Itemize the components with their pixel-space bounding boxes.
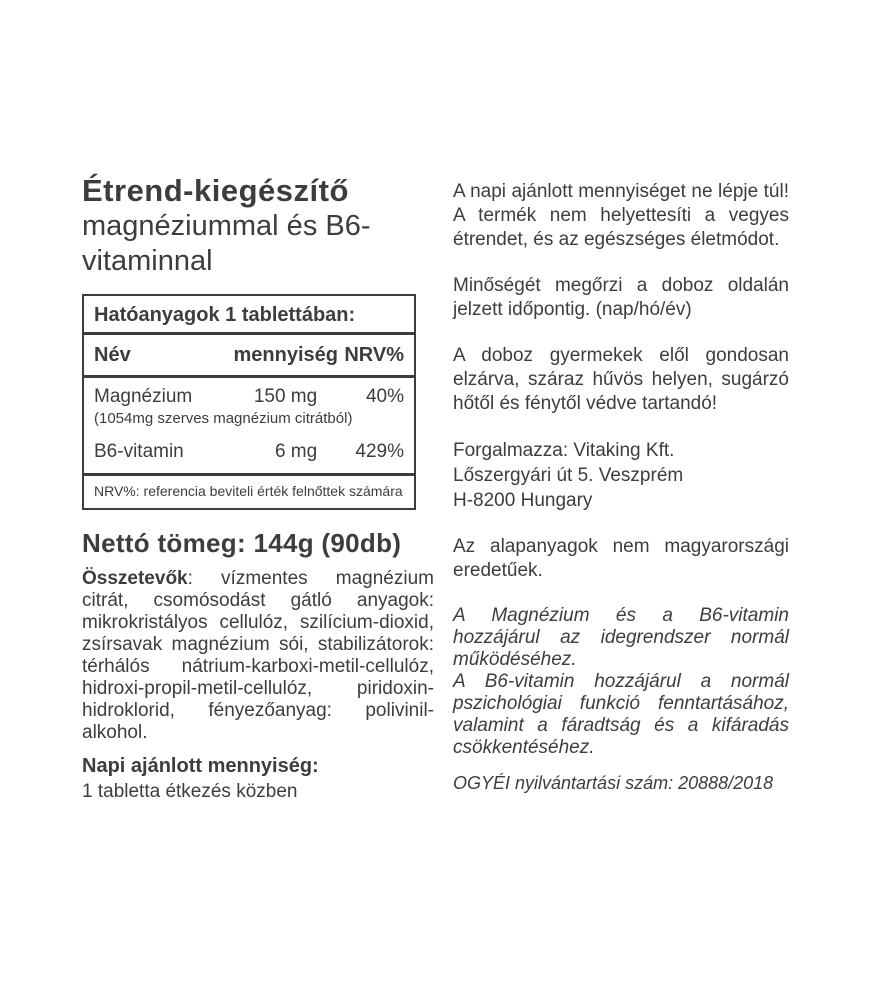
ingredient-name: B6-vitamin bbox=[94, 441, 184, 462]
daily-dose-heading: Napi ajánlott mennyiség: bbox=[82, 755, 319, 777]
table-row-magnesium bbox=[84, 378, 414, 408]
column-header-name: Név bbox=[94, 344, 131, 366]
distributor-line: Forgalmazza: Vitaking Kft. bbox=[453, 440, 675, 461]
ingredient-amount: 6 mg bbox=[274, 441, 318, 462]
ingredient-nrv: 429% bbox=[355, 441, 404, 462]
column-header-nrv: NRV% bbox=[344, 344, 404, 366]
net-weight: Nettó tömeg: 144g (90db) bbox=[82, 528, 402, 558]
left-column bbox=[82, 172, 434, 803]
distributor-line: H-8200 Hungary bbox=[453, 490, 593, 511]
health-claims-block bbox=[453, 605, 789, 759]
ingredients-text: : vízmentes magnézium citrát, csomósodást gátló anyagok: mikrokristályos cellulóz, szilícium-dioxid, zsírsavak magnézium sói, stabilizátorok: térhálós nátrium-karboxi-metil-cellulóz, hidroxi-propil-metil-cellulóz, piridoxin-hidroklorid, fényezőanyag: polivinil-alkohol. bbox=[82, 568, 434, 743]
health-claim: A Magnézium és a B6-vitamin hozzájárul az idegrendszer normál működéséhez. bbox=[453, 605, 789, 670]
right-column bbox=[453, 180, 789, 794]
nrv-footnote: NRV%: referencia beviteli érték felnőttek számára bbox=[84, 473, 414, 508]
warning-paragraph: A napi ajánlott mennyiséget ne lépje túl! A termék nem helyettesíti a vegyes étrendet, és az egészséges életmódot. bbox=[453, 181, 789, 250]
health-claim: A B6-vitamin hozzájárul a normál pszichológiai funkció fenntartásához, valamint a fáradtság és a kifáradás csökkentéséhez. bbox=[453, 671, 789, 758]
table-title: Hatóanyagok 1 tablettában: bbox=[84, 296, 414, 335]
table-header-row bbox=[84, 335, 414, 378]
active-ingredients-table bbox=[82, 294, 416, 510]
distributor-block bbox=[453, 438, 789, 513]
ingredient-nrv: 40% bbox=[365, 386, 404, 407]
product-title bbox=[82, 172, 434, 279]
ingredient-amount: 150 mg bbox=[253, 386, 318, 407]
storage-paragraph: A doboz gyermekek elől gondosan elzárva, száraz hűvös helyen, sugárzó hőtől és fénytől védve tartandó! bbox=[453, 345, 789, 414]
magnesium-source-note: (1054mg szerves magnézium citrátból) bbox=[94, 410, 353, 427]
ingredients-paragraph bbox=[82, 568, 434, 744]
distributor-line: Lőszergyári út 5. Veszprém bbox=[453, 465, 684, 486]
product-title-main: Étrend-kiegészítő bbox=[82, 173, 349, 208]
table-row-b6-vitamin bbox=[84, 433, 414, 473]
product-title-sub: magnéziummal és B6-vitaminnal bbox=[82, 210, 371, 277]
quality-paragraph: Minőségét megőrzi a doboz oldalán jelzett időpontig. (nap/hó/év) bbox=[453, 275, 789, 320]
origin-paragraph: Az alapanyagok nem magyarországi eredetűek. bbox=[453, 536, 789, 581]
column-header-amount: mennyiség bbox=[233, 344, 338, 366]
registration-number: OGYÉI nyilvántartási szám: 20888/2018 bbox=[453, 773, 774, 793]
ingredient-name: Magnézium bbox=[94, 386, 193, 407]
daily-dose-text: 1 tabletta étkezés közben bbox=[82, 781, 298, 802]
ingredients-label: Összetevők bbox=[82, 568, 188, 589]
